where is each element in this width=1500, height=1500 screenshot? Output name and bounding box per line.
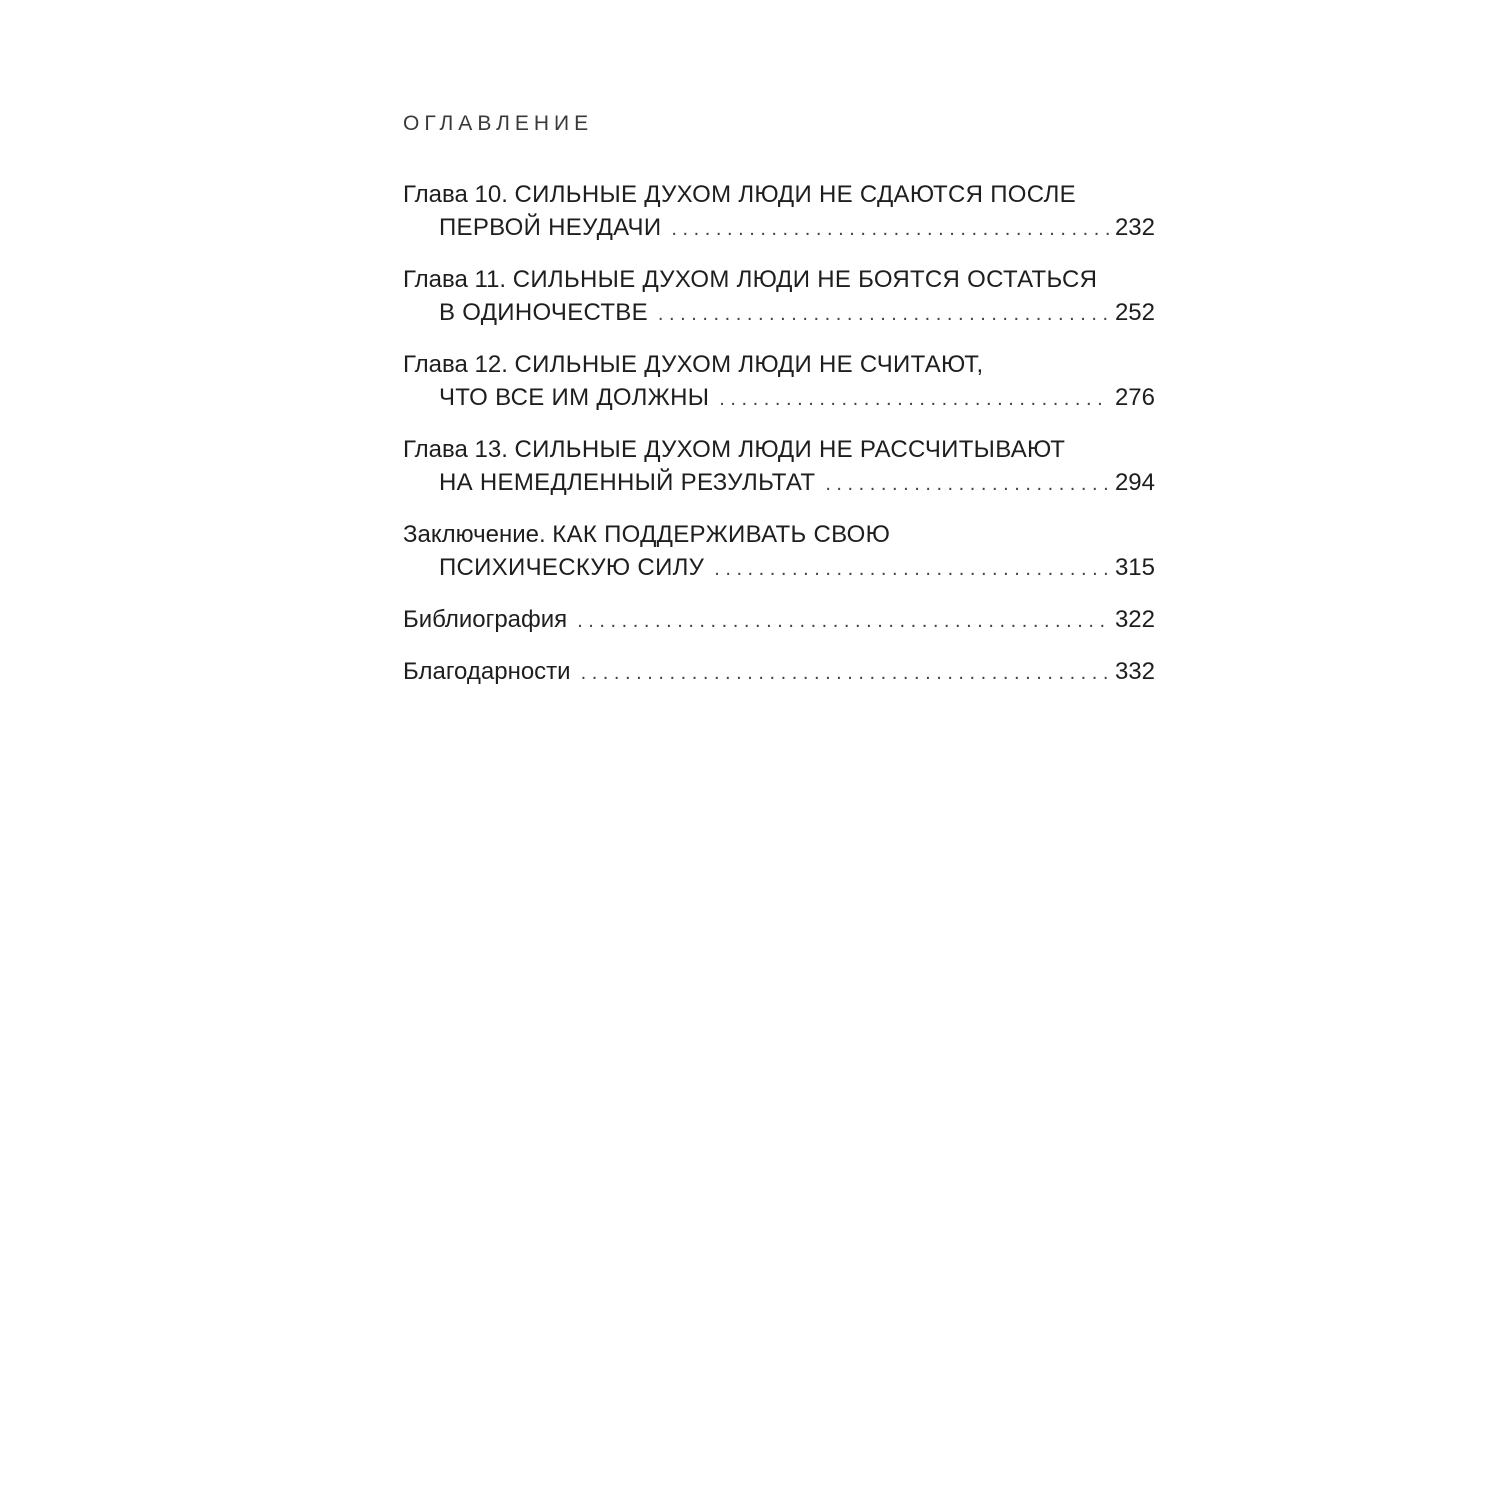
dot-leader xyxy=(658,296,1109,331)
toc-entry-chapter-12[interactable] xyxy=(403,348,1155,416)
entry-title: СИЛЬНЫЕ ДУХОМ ЛЮДИ НЕ РАССЧИТЫВАЮТ xyxy=(514,436,1066,463)
entry-continuation-line xyxy=(403,296,1155,331)
dot-leader xyxy=(825,466,1109,501)
entry-title: СИЛЬНЫЕ ДУХОМ ЛЮДИ НЕ СДАЮТСЯ ПОСЛЕ xyxy=(514,181,1076,208)
entry-title: Благодарности xyxy=(403,658,571,685)
entry-line xyxy=(403,603,1155,638)
dot-leader xyxy=(577,603,1109,638)
toc-entry-chapter-10[interactable] xyxy=(403,178,1155,246)
entry-prefix: Глава 13. xyxy=(403,436,508,463)
entry-title-line xyxy=(403,518,1155,551)
dot-leader xyxy=(671,211,1109,246)
entry-prefix: Заключение. xyxy=(403,521,546,548)
entry-prefix: Глава 12. xyxy=(403,351,508,378)
page-number: 315 xyxy=(1114,554,1155,581)
toc-entry-conclusion[interactable] xyxy=(403,518,1155,586)
entry-title: Библиография xyxy=(403,606,568,633)
entry-title-continued: ПЕРВОЙ НЕУДАЧИ xyxy=(439,214,662,241)
dot-leader xyxy=(581,655,1109,690)
entry-title-line xyxy=(403,263,1155,296)
page-number: 294 xyxy=(1114,469,1155,496)
toc-heading: ОГЛАВЛЕНИЕ xyxy=(403,112,594,135)
entry-title: СИЛЬНЫЕ ДУХОМ ЛЮДИ НЕ БОЯТСЯ ОСТАТЬСЯ xyxy=(512,266,1098,293)
entry-continuation-line xyxy=(403,551,1155,586)
entry-line xyxy=(403,655,1155,690)
page-number: 276 xyxy=(1114,384,1155,411)
dot-leader xyxy=(719,381,1109,416)
entry-title: КАК ПОДДЕРЖИВАТЬ СВОЮ xyxy=(552,521,891,548)
toc-entry-acknowledgements[interactable] xyxy=(403,655,1155,690)
entry-continuation-line xyxy=(403,466,1155,501)
entry-title: СИЛЬНЫЕ ДУХОМ ЛЮДИ НЕ СЧИТАЮТ, xyxy=(514,351,984,378)
entry-title-continued: ЧТО ВСЕ ИМ ДОЛЖНЫ xyxy=(439,384,710,411)
entry-continuation-line xyxy=(403,381,1155,416)
entry-title-line xyxy=(403,433,1155,466)
entry-title-line xyxy=(403,348,1155,381)
entry-prefix: Глава 11. xyxy=(403,266,507,293)
entry-title-line xyxy=(403,178,1155,211)
page-number: 252 xyxy=(1114,299,1155,326)
toc-entry-bibliography[interactable] xyxy=(403,603,1155,638)
toc-entry-chapter-13[interactable] xyxy=(403,433,1155,501)
entry-prefix: Глава 10. xyxy=(403,181,508,208)
entry-continuation-line xyxy=(403,211,1155,246)
page-number: 332 xyxy=(1114,658,1155,685)
page-number: 232 xyxy=(1114,214,1155,241)
dot-leader xyxy=(714,551,1109,586)
toc-entry-chapter-11[interactable] xyxy=(403,263,1155,331)
entry-title-continued: В ОДИНОЧЕСТВЕ xyxy=(439,299,648,326)
page-number: 322 xyxy=(1114,606,1155,633)
toc-list xyxy=(403,178,1155,707)
entry-title-continued: ПСИХИЧЕСКУЮ СИЛУ xyxy=(439,554,705,581)
entry-title-continued: НА НЕМЕДЛЕННЫЙ РЕЗУЛЬТАТ xyxy=(439,469,816,496)
